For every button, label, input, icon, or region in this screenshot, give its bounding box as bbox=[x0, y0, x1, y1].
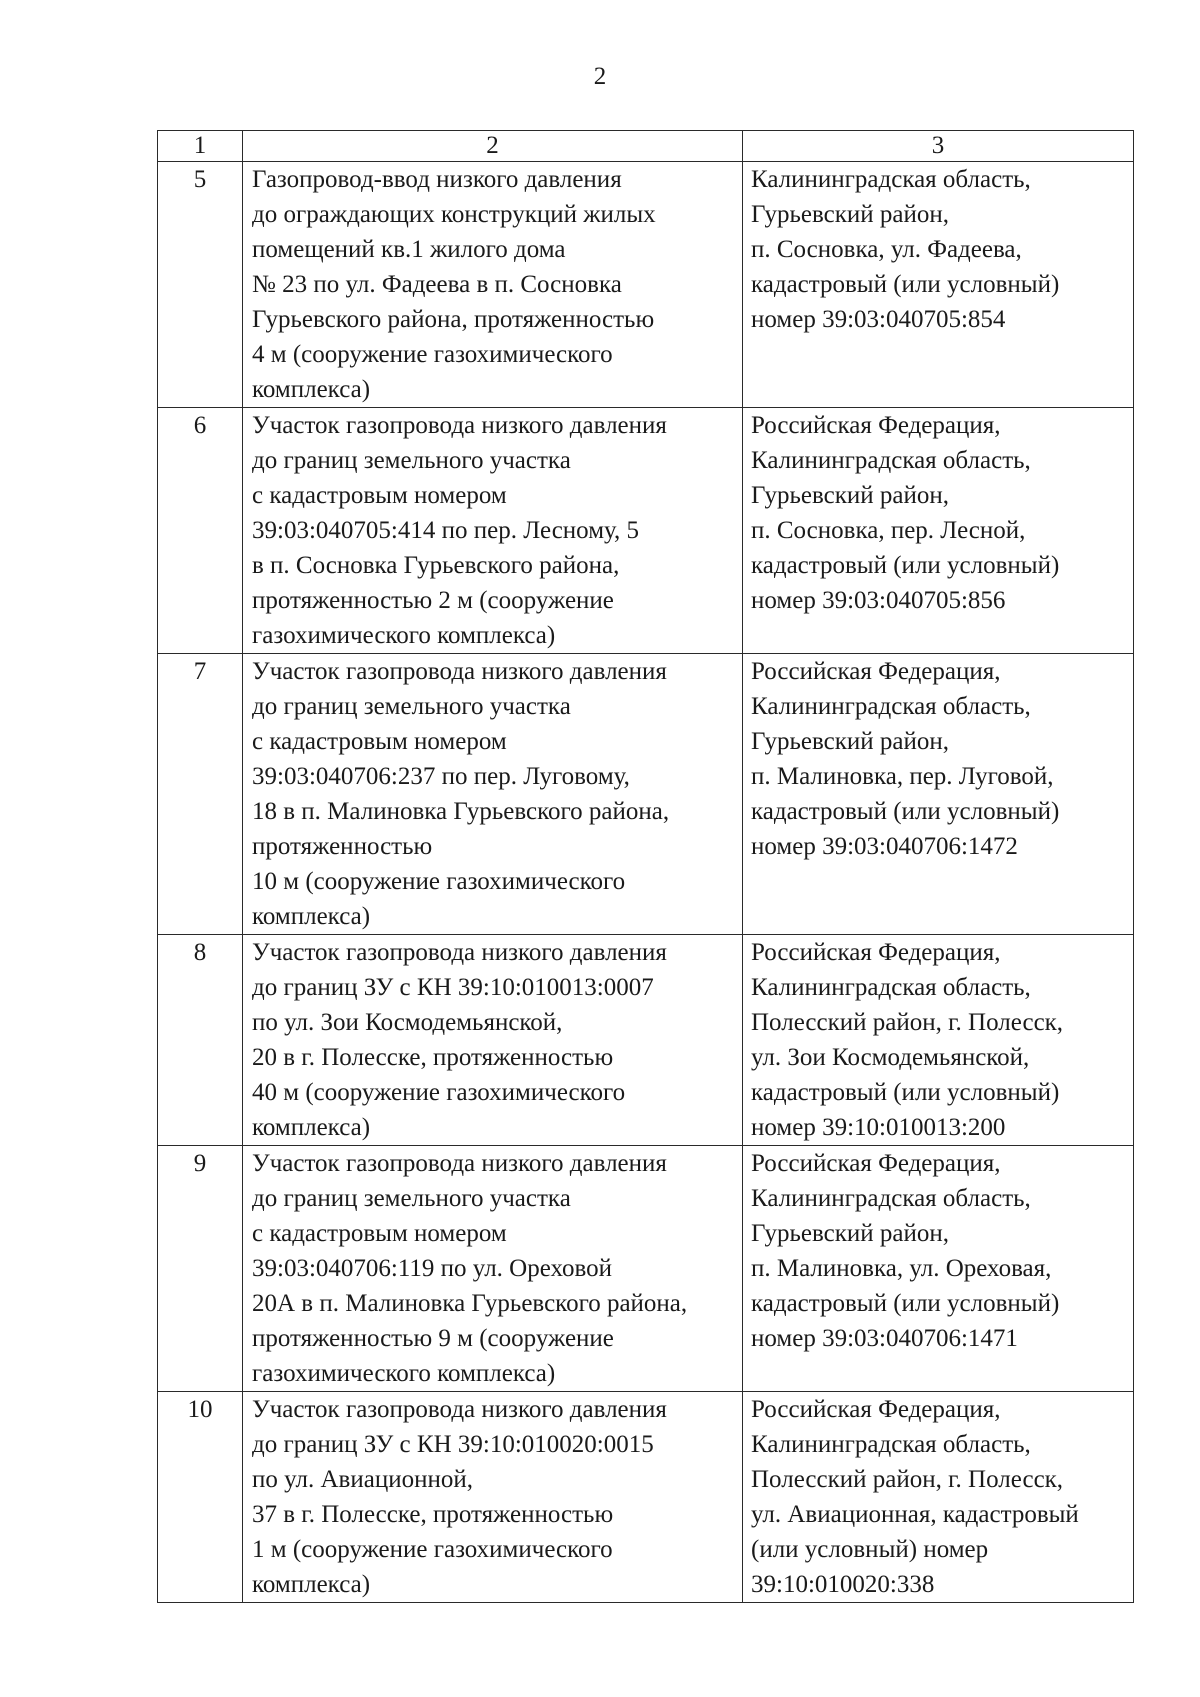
address-line: Калининградская область, bbox=[751, 1185, 1031, 1212]
description-line: Участок газопровода низкого давления bbox=[252, 1150, 667, 1177]
object-description bbox=[243, 654, 743, 935]
object-address bbox=[743, 1146, 1134, 1392]
address-line: (или условный) номер bbox=[751, 1536, 989, 1563]
address-line: номер 39:03:040705:854 bbox=[751, 306, 1006, 333]
description-line: газохимического комплекса) bbox=[252, 622, 556, 649]
description-line: с кадастровым номером bbox=[252, 482, 507, 509]
description-line: по ул. Авиационной, bbox=[252, 1466, 473, 1493]
description-line: комплекса) bbox=[252, 376, 371, 403]
address-line: номер 39:03:040705:856 bbox=[751, 587, 1006, 614]
row-number: 8 bbox=[158, 935, 243, 1146]
row-number: 5 bbox=[158, 162, 243, 408]
table-header-row bbox=[158, 131, 1134, 162]
address-line: п. Малиновка, пер. Луговой, bbox=[751, 763, 1054, 790]
description-line: 20 в г. Полесске, протяженностью bbox=[252, 1044, 614, 1071]
address-line: п. Малиновка, ул. Ореховая, bbox=[751, 1255, 1052, 1282]
column-header-1: 1 bbox=[158, 131, 243, 162]
object-address bbox=[743, 1392, 1134, 1603]
address-line: 39:10:010020:338 bbox=[751, 1571, 935, 1598]
object-address bbox=[743, 162, 1134, 408]
address-line: Калининградская область, bbox=[751, 447, 1031, 474]
object-address bbox=[743, 935, 1134, 1146]
description-line: Гурьевского района, протяженностью bbox=[252, 306, 655, 333]
description-line: 39:03:040706:237 по пер. Луговому, bbox=[252, 763, 630, 790]
row-number: 10 bbox=[158, 1392, 243, 1603]
description-line: № 23 по ул. Фадеева в п. Сосновка bbox=[252, 271, 622, 298]
address-line: Калининградская область, bbox=[751, 693, 1031, 720]
description-line: 37 в г. Полесске, протяженностью bbox=[252, 1501, 614, 1528]
description-line: 20А в п. Малиновка Гурьевского района, bbox=[252, 1290, 688, 1317]
table-row bbox=[158, 654, 1134, 935]
address-line: Российская Федерация, bbox=[751, 412, 1001, 439]
address-line: кадастровый (или условный) bbox=[751, 1290, 1060, 1317]
table-row bbox=[158, 935, 1134, 1146]
object-description bbox=[243, 408, 743, 654]
table-row bbox=[158, 1146, 1134, 1392]
address-line: кадастровый (или условный) bbox=[751, 798, 1060, 825]
description-line: комплекса) bbox=[252, 1571, 371, 1598]
address-line: кадастровый (или условный) bbox=[751, 552, 1060, 579]
description-line: до границ ЗУ с КН 39:10:010020:0015 bbox=[252, 1431, 654, 1458]
address-line: Полесский район, г. Полесск, bbox=[751, 1466, 1064, 1493]
table-row bbox=[158, 162, 1134, 408]
column-header-2: 2 bbox=[243, 131, 743, 162]
description-line: помещений кв.1 жилого дома bbox=[252, 236, 566, 263]
address-line: Гурьевский район, bbox=[751, 482, 950, 509]
description-line: в п. Сосновка Гурьевского района, bbox=[252, 552, 620, 579]
description-line: Газопровод-ввод низкого давления bbox=[252, 166, 622, 193]
description-line: до ограждающих конструкций жилых bbox=[252, 201, 656, 228]
description-line: 39:03:040705:414 по пер. Лесному, 5 bbox=[252, 517, 640, 544]
description-line: до границ ЗУ с КН 39:10:010013:0007 bbox=[252, 974, 654, 1001]
page-number: 2 bbox=[593, 63, 607, 90]
address-line: ул. Зои Космодемьянской, bbox=[751, 1044, 1030, 1071]
description-line: протяженностью 9 м (сооружение bbox=[252, 1325, 614, 1352]
description-line: 39:03:040706:119 по ул. Ореховой bbox=[252, 1255, 613, 1282]
address-line: Калининградская область, bbox=[751, 166, 1031, 193]
address-line: номер 39:10:010013:200 bbox=[751, 1114, 1006, 1141]
description-line: комплекса) bbox=[252, 903, 371, 930]
property-table bbox=[157, 130, 1134, 1603]
address-line: Полесский район, г. Полесск, bbox=[751, 1009, 1064, 1036]
column-header-3: 3 bbox=[743, 131, 1134, 162]
object-address bbox=[743, 408, 1134, 654]
address-line: Гурьевский район, bbox=[751, 728, 950, 755]
address-line: Российская Федерация, bbox=[751, 1150, 1001, 1177]
address-line: Российская Федерация, bbox=[751, 939, 1001, 966]
description-line: 40 м (сооружение газохимического bbox=[252, 1079, 626, 1106]
address-line: Российская Федерация, bbox=[751, 658, 1001, 685]
address-line: Калининградская область, bbox=[751, 974, 1031, 1001]
address-line: номер 39:03:040706:1472 bbox=[751, 833, 1018, 860]
description-line: по ул. Зои Космодемьянской, bbox=[252, 1009, 563, 1036]
table-row bbox=[158, 408, 1134, 654]
address-line: кадастровый (или условный) bbox=[751, 271, 1060, 298]
description-line: с кадастровым номером bbox=[252, 728, 507, 755]
object-description bbox=[243, 1146, 743, 1392]
table-row bbox=[158, 1392, 1134, 1603]
description-line: Участок газопровода низкого давления bbox=[252, 1396, 667, 1423]
description-line: с кадастровым номером bbox=[252, 1220, 507, 1247]
description-line: Участок газопровода низкого давления bbox=[252, 939, 667, 966]
row-number: 9 bbox=[158, 1146, 243, 1392]
address-line: номер 39:03:040706:1471 bbox=[751, 1325, 1018, 1352]
object-address bbox=[743, 654, 1134, 935]
row-number: 7 bbox=[158, 654, 243, 935]
description-line: комплекса) bbox=[252, 1114, 371, 1141]
description-line: газохимического комплекса) bbox=[252, 1360, 556, 1387]
description-line: 1 м (сооружение газохимического bbox=[252, 1536, 613, 1563]
address-line: кадастровый (или условный) bbox=[751, 1079, 1060, 1106]
description-line: Участок газопровода низкого давления bbox=[252, 658, 667, 685]
description-line: до границ земельного участка bbox=[252, 1185, 571, 1212]
address-line: п. Сосновка, пер. Лесной, bbox=[751, 517, 1026, 544]
description-line: Участок газопровода низкого давления bbox=[252, 412, 667, 439]
address-line: п. Сосновка, ул. Фадеева, bbox=[751, 236, 1022, 263]
address-line: Гурьевский район, bbox=[751, 1220, 950, 1247]
description-line: до границ земельного участка bbox=[252, 447, 571, 474]
object-description bbox=[243, 1392, 743, 1603]
address-line: Калининградская область, bbox=[751, 1431, 1031, 1458]
table-body bbox=[158, 162, 1134, 1603]
address-line: ул. Авиационная, кадастровый bbox=[751, 1501, 1079, 1528]
address-line: Гурьевский район, bbox=[751, 201, 950, 228]
description-line: 10 м (сооружение газохимического bbox=[252, 868, 626, 895]
row-number: 6 bbox=[158, 408, 243, 654]
object-description bbox=[243, 162, 743, 408]
object-description bbox=[243, 935, 743, 1146]
description-line: 18 в п. Малиновка Гурьевского района, bbox=[252, 798, 670, 825]
description-line: 4 м (сооружение газохимического bbox=[252, 341, 613, 368]
description-line: протяженностью bbox=[252, 833, 433, 860]
address-line: Российская Федерация, bbox=[751, 1396, 1001, 1423]
description-line: протяженностью 2 м (сооружение bbox=[252, 587, 614, 614]
description-line: до границ земельного участка bbox=[252, 693, 571, 720]
